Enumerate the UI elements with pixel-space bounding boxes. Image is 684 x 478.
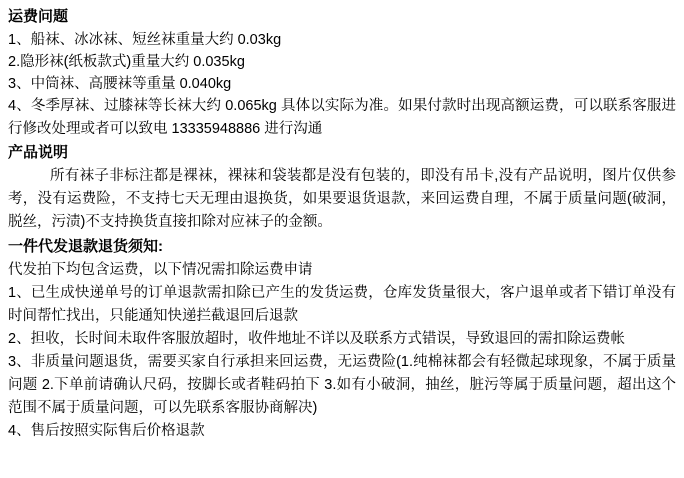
return-line-1: 代发拍下均包含运费，以下情况需扣除运费申请 xyxy=(8,262,313,278)
shipping-line-2: 2.隐形袜(纸板款式)重量大约 0.035kg xyxy=(8,54,245,70)
return-line-5: 4、售后按照实际售后价格退款 xyxy=(8,423,205,439)
section-title-shipping: 运费问题 xyxy=(8,8,69,25)
return-line-4: 3、非质量问题退货，需要买家自行承担来回运费，无运费险(1.纯棉袜都会有轻微起球现象，不属于质量问题 2.下单前请确认尺码，按脚长或者鞋码拍下 3.如有小破洞，抽丝，脏污等属于质量问题，超出这个范围不属于质量问题，可以先联系客服协商解决) xyxy=(8,354,676,416)
return-line-3: 2、担收，长时间未取件客服放超时，收件地址不详以及联系方式错误，导致退回的需扣除运费帐 xyxy=(8,331,626,347)
section-product xyxy=(8,142,676,234)
product-paragraph: 所有袜子非标注都是裸袜，裸袜和袋装都是没有包装的，即没有吊卡,没有产品说明，图片仅供参考，没有运费险，不支持七天无理由退换货，如果要退货退款，来回运费自理，不属于质量问题(破洞，脱丝，污渍)不支持换货直接扣除对应袜子的金额。 xyxy=(8,168,676,230)
section-return xyxy=(8,236,676,443)
shipping-line-3: 3、中筒袜、高腰袜等重量 0.040kg xyxy=(8,76,232,92)
shipping-line-1: 1、船袜、冰冰袜、短丝袜重量大约 0.03kg xyxy=(8,32,282,48)
return-line-2: 1、已生成快递单号的订单退款需扣除已产生的发货运费，仓库发货量很大，客户退单或者下错订单没有时间帮忙找出，只能通知快递拦截退回后退款 xyxy=(8,285,676,324)
section-title-product: 产品说明 xyxy=(8,144,69,161)
section-title-return: 一件代发退款退货须知: xyxy=(8,238,163,255)
section-shipping xyxy=(8,6,676,141)
shipping-line-4: 4、冬季厚袜、过膝袜等长袜大约 0.065kg 具体以实际为准。如果付款时出现高额运费，可以联系客服进行修改处理或者可以致电 13335948886 进行沟通 xyxy=(8,98,676,137)
